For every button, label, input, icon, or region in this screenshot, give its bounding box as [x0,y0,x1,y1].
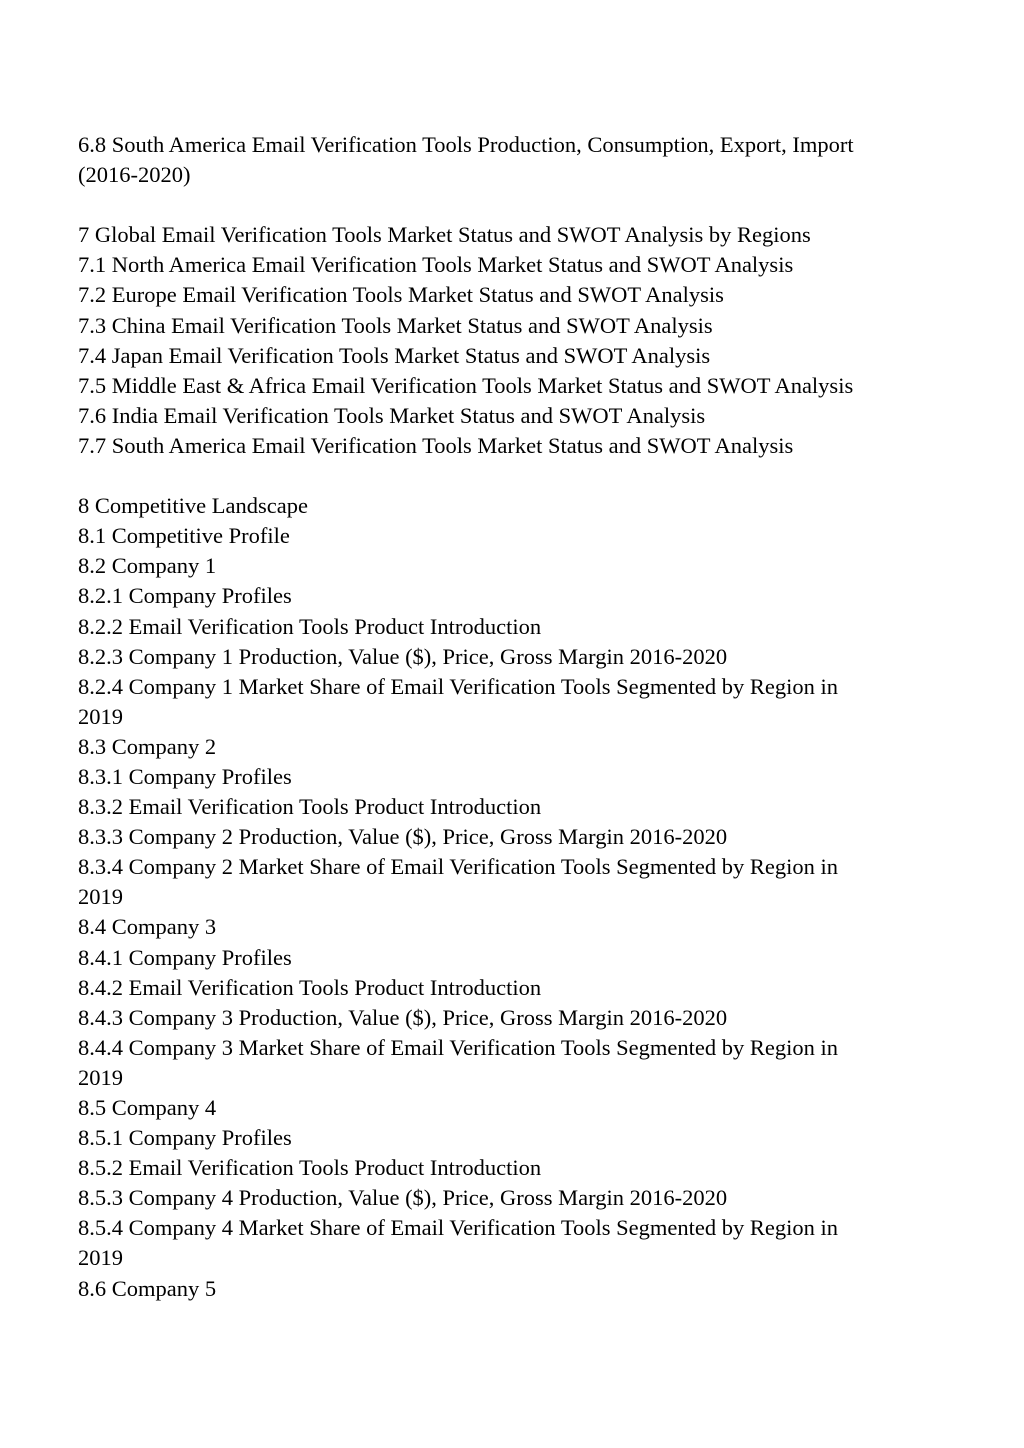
toc-line: 8.5.2 Email Verification Tools Product Introduction [78,1155,542,1181]
toc-line: 8.4.2 Email Verification Tools Product Introduction [78,974,542,1000]
toc-line: 8.4.3 Company 3 Production, Value ($), Price, Gross Margin 2016-2020 [78,1004,728,1030]
toc-line: 2019 [78,703,123,729]
toc-block [78,130,958,1304]
toc-line: 8.3.3 Company 2 Production, Value ($), Price, Gross Margin 2016-2020 [78,824,728,850]
toc-line: 7.6 India Email Verification Tools Market Status and SWOT Analysis [78,402,706,428]
toc-line: 7.1 North America Email Verification Tools Market Status and SWOT Analysis [78,252,794,278]
toc-line: 8.2 Company 1 [78,553,217,579]
toc-line: 2019 [78,1064,123,1090]
toc-line: 8 Competitive Landscape [78,493,308,519]
toc-line: 8.4.4 Company 3 Market Share of Email Verification Tools Segmented by Region in [78,1034,838,1060]
paragraph-gap [78,190,958,220]
toc-line: 8.4.1 Company Profiles [78,944,292,970]
toc-line: 8.5.4 Company 4 Market Share of Email Verification Tools Segmented by Region in [78,1215,838,1241]
toc-line: 7.4 Japan Email Verification Tools Market Status and SWOT Analysis [78,342,711,368]
toc-line: 6.8 South America Email Verification Tools Production, Consumption, Export, Import [78,132,854,157]
paragraph-gap [78,461,958,491]
toc-line: 8.2.3 Company 1 Production, Value ($), Price, Gross Margin 2016-2020 [78,643,728,669]
toc-line: (2016-2020) [78,162,191,188]
toc-line: 8.3.2 Email Verification Tools Product Introduction [78,794,542,820]
toc-line: 8.3.1 Company Profiles [78,763,292,789]
toc-line: 7.7 South America Email Verification Tools Market Status and SWOT Analysis [78,432,794,458]
toc-line: 2019 [78,1245,123,1271]
toc-line: 8.5 Company 4 [78,1095,217,1120]
document-page [78,130,958,1304]
toc-line: 7.2 Europe Email Verification Tools Market Status and SWOT Analysis [78,282,724,308]
toc-line: 8.3.4 Company 2 Market Share of Email Verification Tools Segmented by Region in [78,854,838,880]
toc-line: 8.6 Company 5 [78,1275,217,1301]
toc-line: 8.2.2 Email Verification Tools Product Introduction [78,613,542,639]
toc-line: 7.5 Middle East & Africa Email Verification Tools Market Status and SWOT Analysis [78,372,854,398]
toc-line: 8.1 Competitive Profile [78,523,290,549]
toc-line: 8.2.4 Company 1 Market Share of Email Verification Tools Segmented by Region in [78,673,838,699]
toc-line: 8.4 Company 3 [78,914,217,940]
toc-line: 8.3 Company 2 [78,733,217,759]
toc-line: 8.5.3 Company 4 Production, Value ($), Price, Gross Margin 2016-2020 [78,1185,728,1211]
toc-line: 7.3 China Email Verification Tools Market Status and SWOT Analysis [78,312,713,338]
toc-line: 2019 [78,884,123,910]
toc-line: 8.5.1 Company Profiles [78,1125,292,1151]
toc-line: 7 Global Email Verification Tools Market Status and SWOT Analysis by Regions [78,222,811,248]
toc-line: 8.2.1 Company Profiles [78,583,292,609]
